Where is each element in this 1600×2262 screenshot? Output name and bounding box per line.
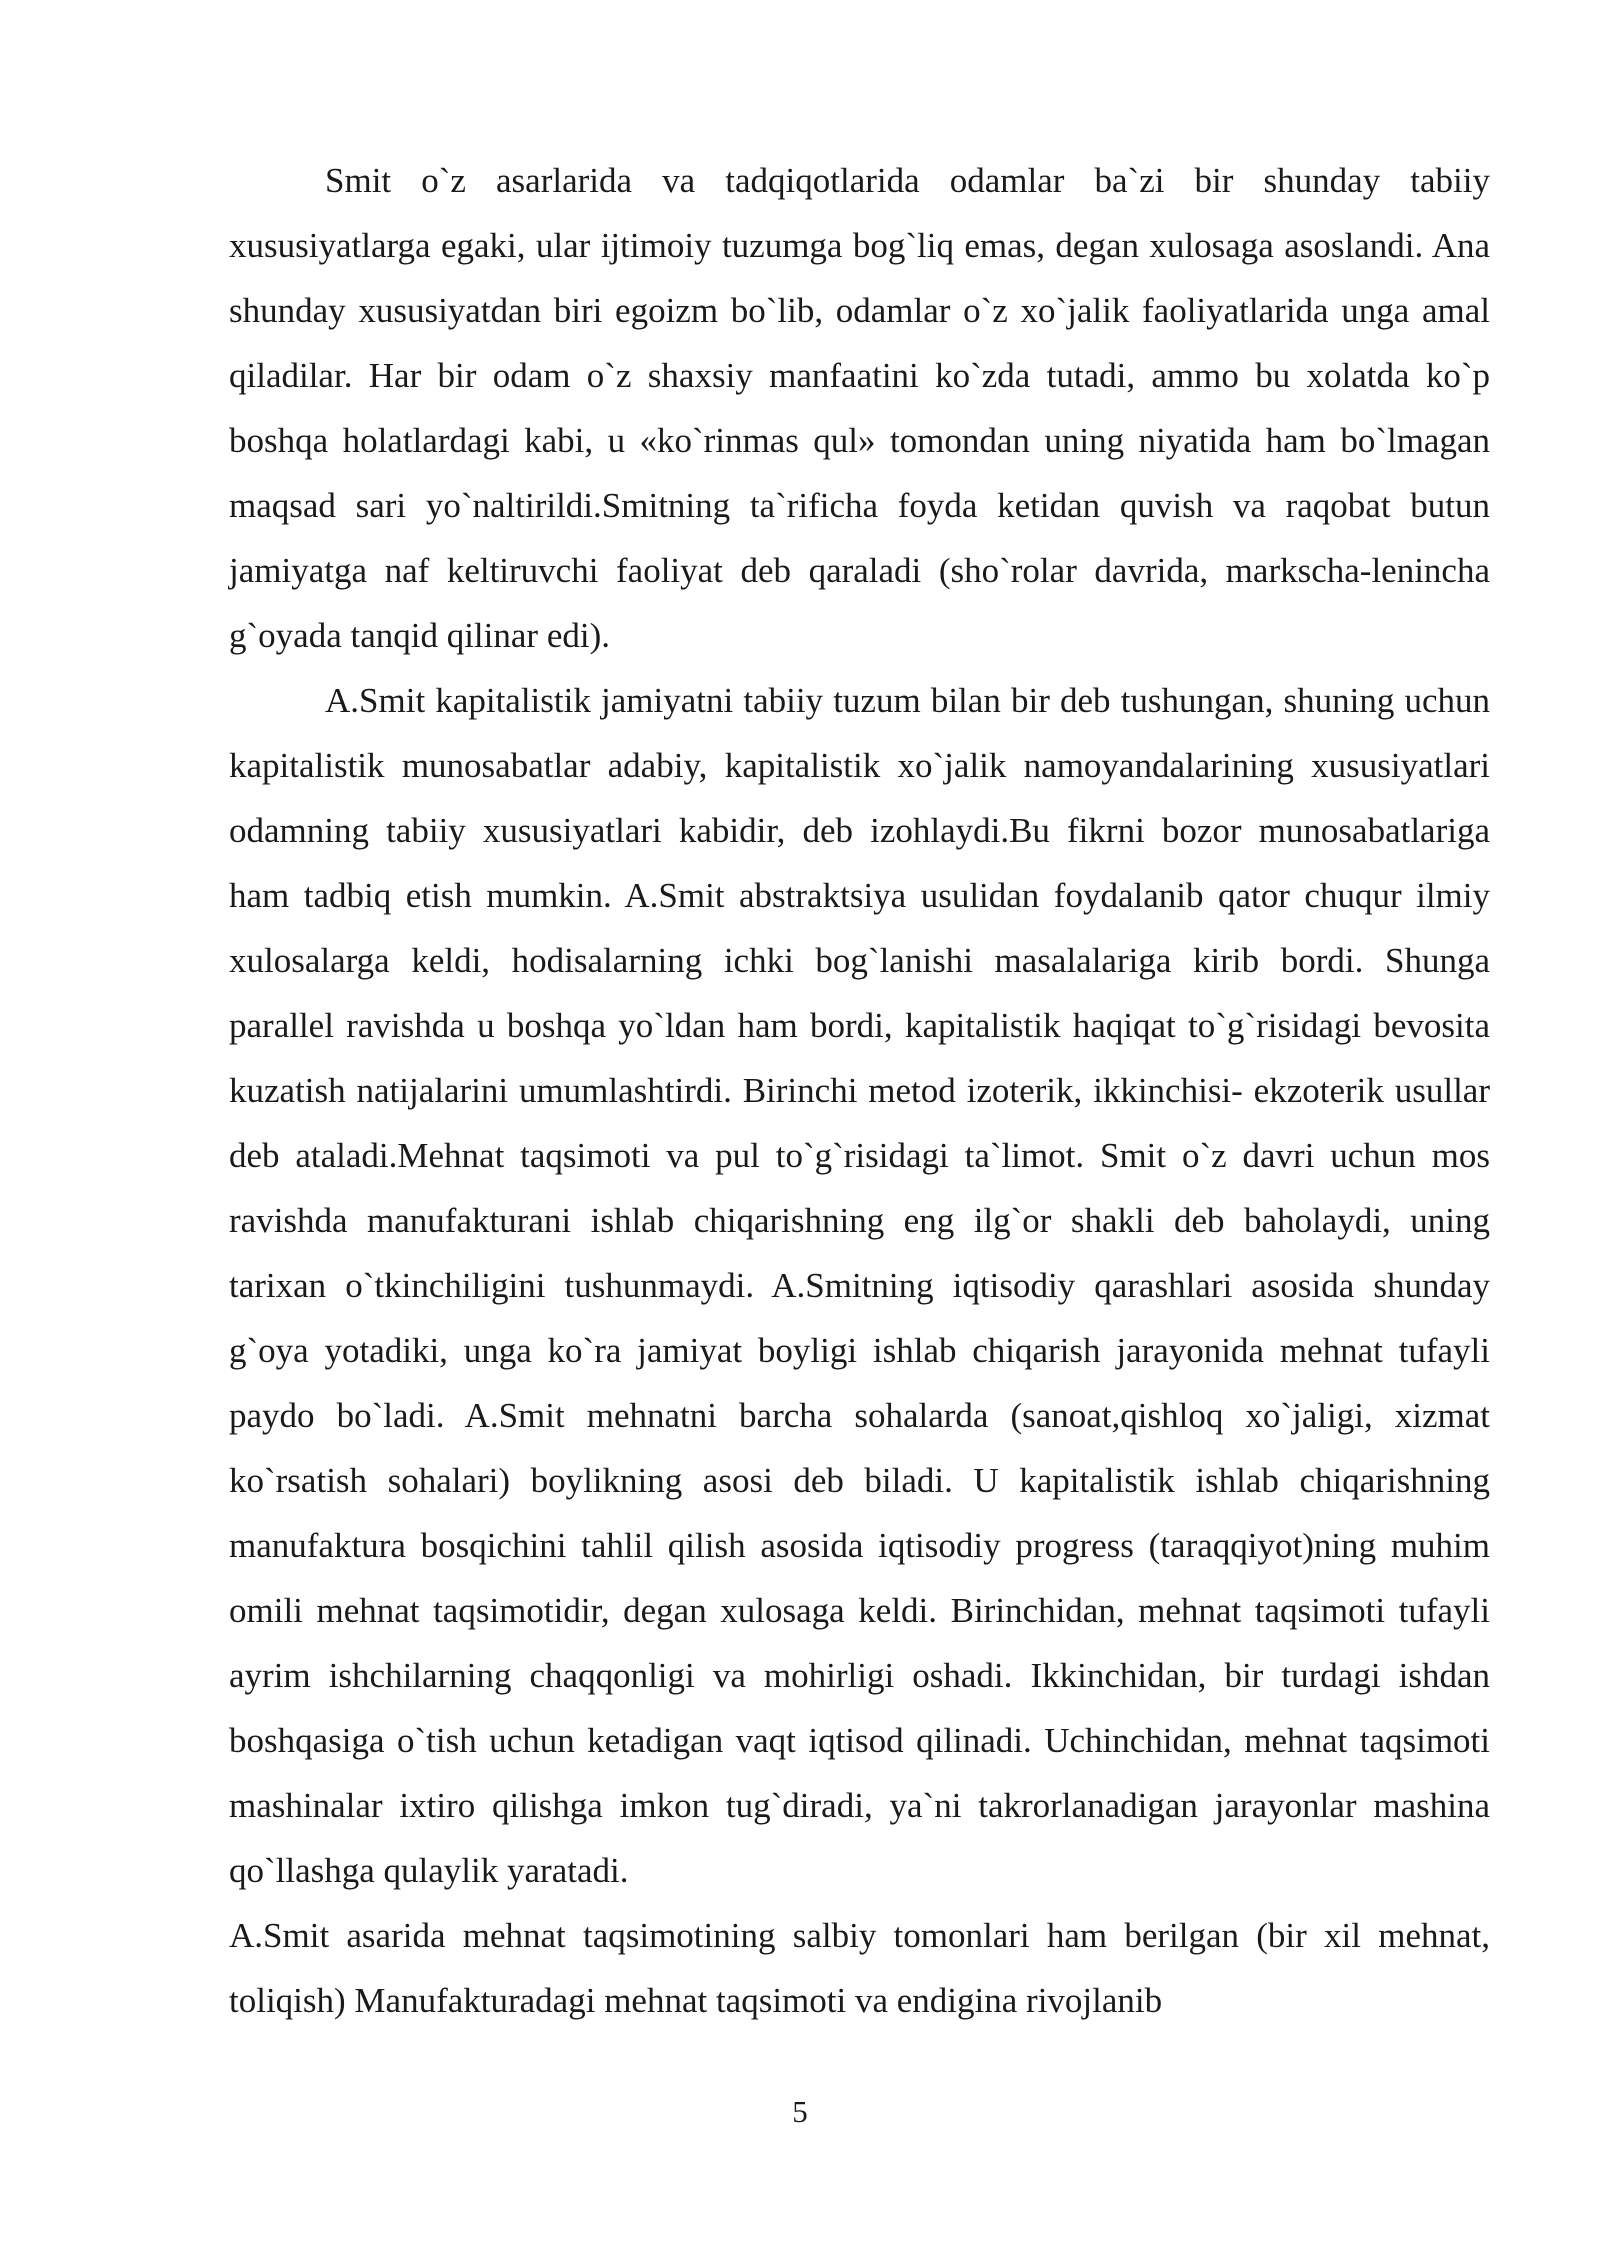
- paragraph-2: A.Smit kapitalistik jamiyatni tabiiy tuzum bilan bir deb tushungan, shuning uchun kapitalistik munosabatlar adabiy, kapitalistik xo`jalik namoyandalarining xususiyatlari odamning tabiiy xususiyatlari kabidir, deb izohlaydi.Bu fikrni bozor munosabatlariga ham tadbiq etish mumkin. A.Smit abstraktsiya usulidan foydalanib qator chuqur ilmiy xulosalarga keldi, hodisalarning ichki bog`lanishi masalalariga kirib bordi. Shunga parallel ravishda u boshqa yo`ldan ham bordi, kapitalistik haqiqat to`g`risidagi bevosita kuzatish natijalarini umumlashtirdi. Birinchi metod izoterik, ikkinchisi- ekzoterik usullar deb ataladi.Mehnat taqsimoti va pul to`g`risidagi ta`limot. Smit o`z davri uchun mos ravishda manufakturani ishlab chiqarishning eng ilg`or shakli deb baholaydi, uning tarixan o`tkinchiligini tushunmaydi. A.Smitning iqtisodiy qarashlari asosida shunday g`oya yotadiki, unga ko`ra jamiyat boyligi ishlab chiqarish jarayonida mehnat tufayli paydo bo`ladi. A.Smit mehnatni barcha sohalarda (sanoat,qishloq xo`jaligi, xizmat ko`rsatish sohalari) boylikning asosi deb biladi. U kapitalistik ishlab chiqarishning manufaktura bosqichini tahlil qilish asosida iqtisodiy progress (taraqqiyot)ning muhim omili mehnat taqsimotidir, degan xulosaga keldi. Birinchidan, mehnat taqsimoti tufayli ayrim ishchilarning chaqqonligi va mohirligi oshadi. Ikkinchidan, bir turdagi ishdan boshqasiga o`tish uchun ketadigan vaqt iqtisod qilinadi. Uchinchidan, mehnat taqsimoti mashinalar ixtiro qilishga imkon tug`diradi, ya`ni takrorlanadigan jarayonlar mashina qo`llashga qulaylik yaratadi.: [229, 681, 1490, 1890]
- paragraph-1: Smit o`z asarlarida va tadqiqotlarida odamlar ba`zi bir shunday tabiiy xususiyatlarga egaki, ular ijtimoiy tuzumga bog`liq emas, degan xulosaga asoslandi. Ana shunday xususiyatdan biri egoizm bo`lib, odamlar o`z xo`jalik faoliyatlarida unga amal qiladilar. Har bir odam o`z shaxsiy manfaatini ko`zda tutadi, ammo bu xolatda ko`p boshqa holatlardagi kabi, u «ko`rinmas qul» tomondan uning niyatida ham bo`lmagan maqsad sari yo`naltirildi.Smitning ta`rificha foyda ketidan quvish va raqobat butun jamiyatga naf keltiruvchi faoliyat deb qaraladi (sho`rolar davrida, markscha-lenincha g`oyada tanqid qilinar edi).: [229, 161, 1490, 655]
- body-text: [229, 148, 1490, 2033]
- paragraph-3: A.Smit asarida mehnat taqsimotining salbiy tomonlari ham berilgan (bir xil mehnat, toliqish) Manufakturadagi mehnat taqsimoti va endigina rivojlanib: [229, 1916, 1490, 2020]
- page-number: 5: [792, 2094, 808, 2129]
